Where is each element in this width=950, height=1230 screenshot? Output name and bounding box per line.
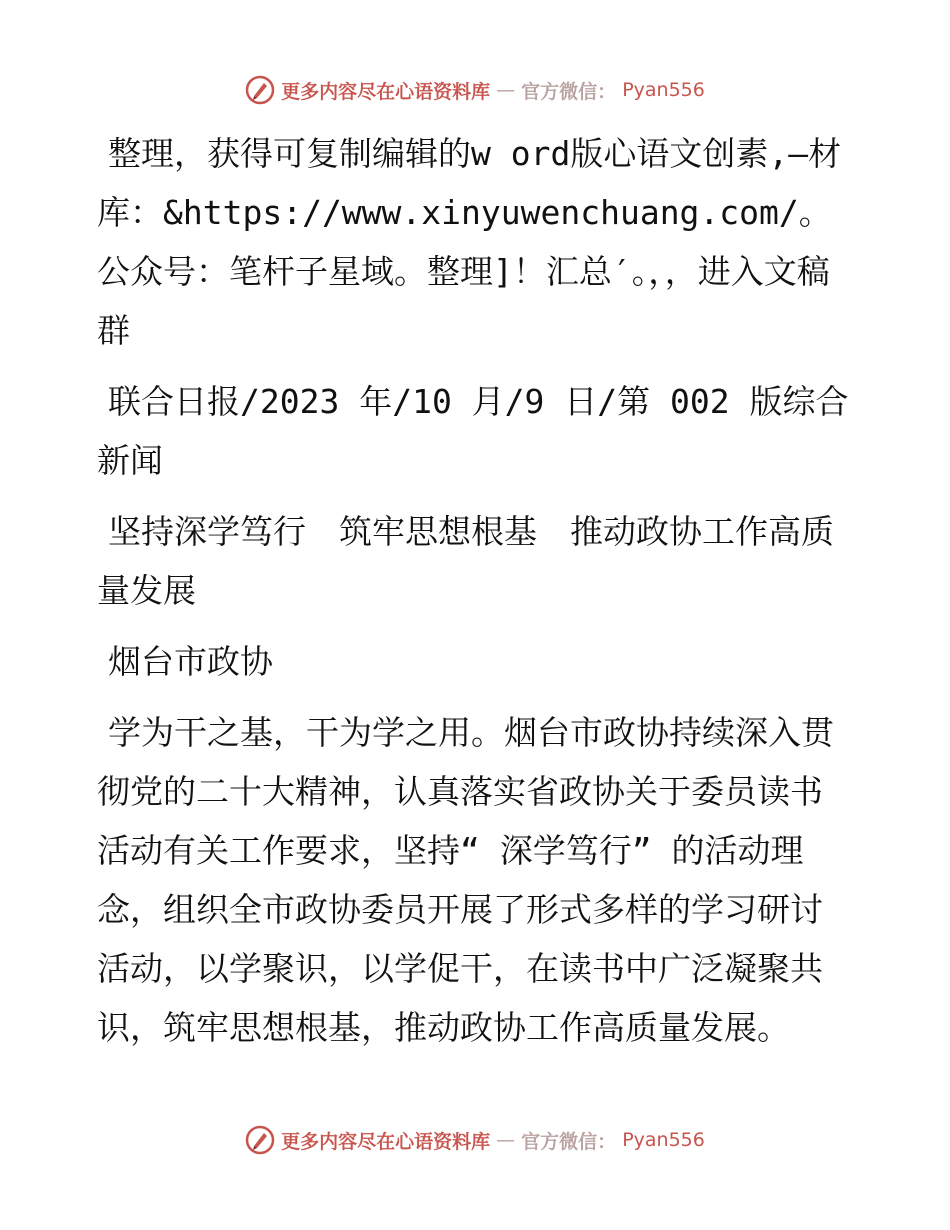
article-author: 烟台市政协 bbox=[108, 642, 273, 681]
watermark-official-label: 官方微信： bbox=[521, 80, 617, 103]
watermark-dash: — bbox=[496, 79, 516, 101]
article-title: 坚持深学笃行 筑牢思想根基 推动政协工作高质量发展 bbox=[97, 512, 834, 610]
watermark-main-text: 更多内容尽在心语资料库 bbox=[281, 80, 491, 103]
pen-logo-icon bbox=[245, 1125, 275, 1155]
footer-watermark bbox=[0, 1120, 950, 1160]
body-paragraph: 学为干之基，干为学之用。烟台市政协持续深入贯彻党的二十大精神，认真落实省政协关于委员读书活动有关工作要求，坚持“ 深学笃行” 的活动理念，组织全市政协委员开展了形式多样的学习研讨活动，以学聚识，以学促干，在读书中广泛凝聚共识，筑牢思想根基，推动政协工作高质量发展。 bbox=[97, 713, 834, 1047]
pen-logo-icon bbox=[245, 75, 275, 105]
watermark-official-label: 官方微信： bbox=[521, 1130, 617, 1153]
intro-paragraph: 整理，获得可复制编辑的w ord版心语文创素,—材库：&https://www.xinyuwenchuang.com/。公众号：笔杆子星域。整理]！汇总′。，，进入文稿群 bbox=[97, 134, 842, 350]
watermark-wechat-id: Pyan556 bbox=[622, 79, 705, 101]
watermark-dash: — bbox=[496, 1129, 516, 1151]
document-body bbox=[97, 124, 852, 1057]
header-watermark bbox=[0, 70, 950, 110]
watermark-wechat-id: Pyan556 bbox=[622, 1129, 705, 1151]
watermark-main-text: 更多内容尽在心语资料库 bbox=[281, 1130, 491, 1153]
source-line: 联合日报/2023 年/10 月/9 日/第 002 版综合新闻 bbox=[97, 382, 849, 480]
